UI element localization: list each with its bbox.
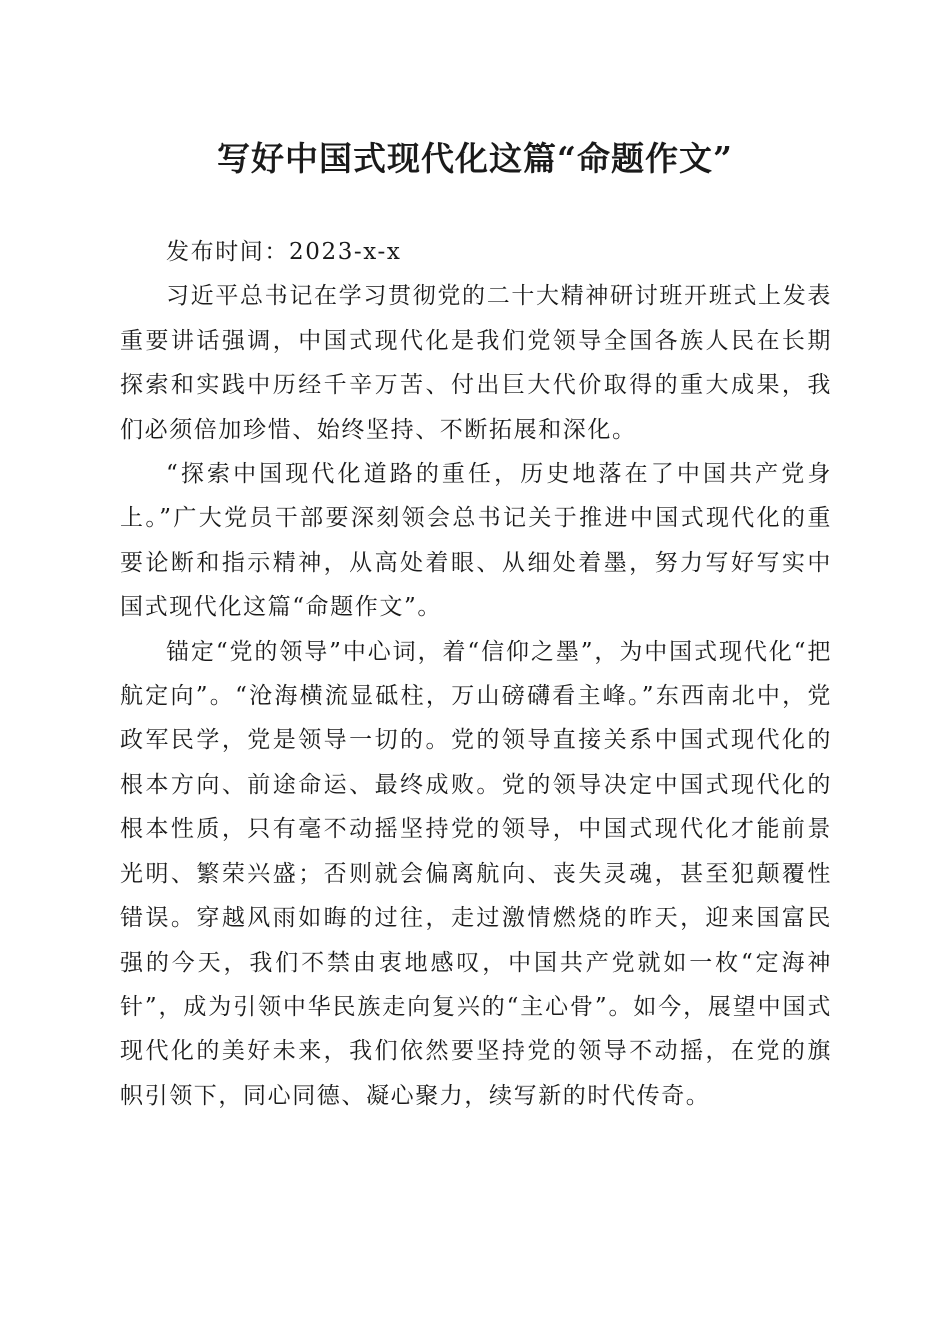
- paragraph-3: 锚定“党的领导”中心词，着“信仰之墨”，为中国式现代化“把航定向”。“沧海横流显砥柱，万山磅礴看主峰。”东西南北中，党政军民学，党是领导一切的。党的领导直接关系中国式现代化的根本方向、前途命运、最终成败。党的领导决定中国式现代化的根本性质，只有毫不动摇坚持党的领导，中国式现代化才能前景光明、繁荣兴盛；否则就会偏离航向、丧失灵魂，甚至犯颠覆性错误。穿越风雨如晦的过往，走过激情燃烧的昨天，迎来国富民强的今天，我们不禁由衷地感叹，中国共产党就如一枚“定海神针”，成为引领中华民族走向复兴的“主心骨”。如今，展望中国式现代化的美好未来，我们依然要坚持党的领导不动摇，在党的旗帜引领下，同心同德、凝心聚力，续写新的时代传奇。: [120, 638, 832, 1109]
- document-body: [120, 230, 832, 1118]
- paragraph-2: “探索中国现代化道路的重任，历史地落在了中国共产党身上。”广大党员干部要深刻领会总书记关于推进中国式现代化的重要论断和指示精神，从高处着眼、从细处着墨，努力写好写实中国式现代化这篇“命题作文”。: [120, 461, 832, 621]
- document-title: 写好中国式现代化这篇“命题作文”: [217, 139, 733, 178]
- publish-date: 发布时间：2023-x-x: [166, 239, 402, 265]
- paragraph-1: 习近平总书记在学习贯彻党的二十大精神研讨班开班式上发表重要讲话强调，中国式现代化是我们党领导全国各族人民在长期探索和实践中历经千辛万苦、付出巨大代价取得的重大成果，我们必须倍加珍惜、始终坚持、不断拓展和深化。: [120, 283, 832, 443]
